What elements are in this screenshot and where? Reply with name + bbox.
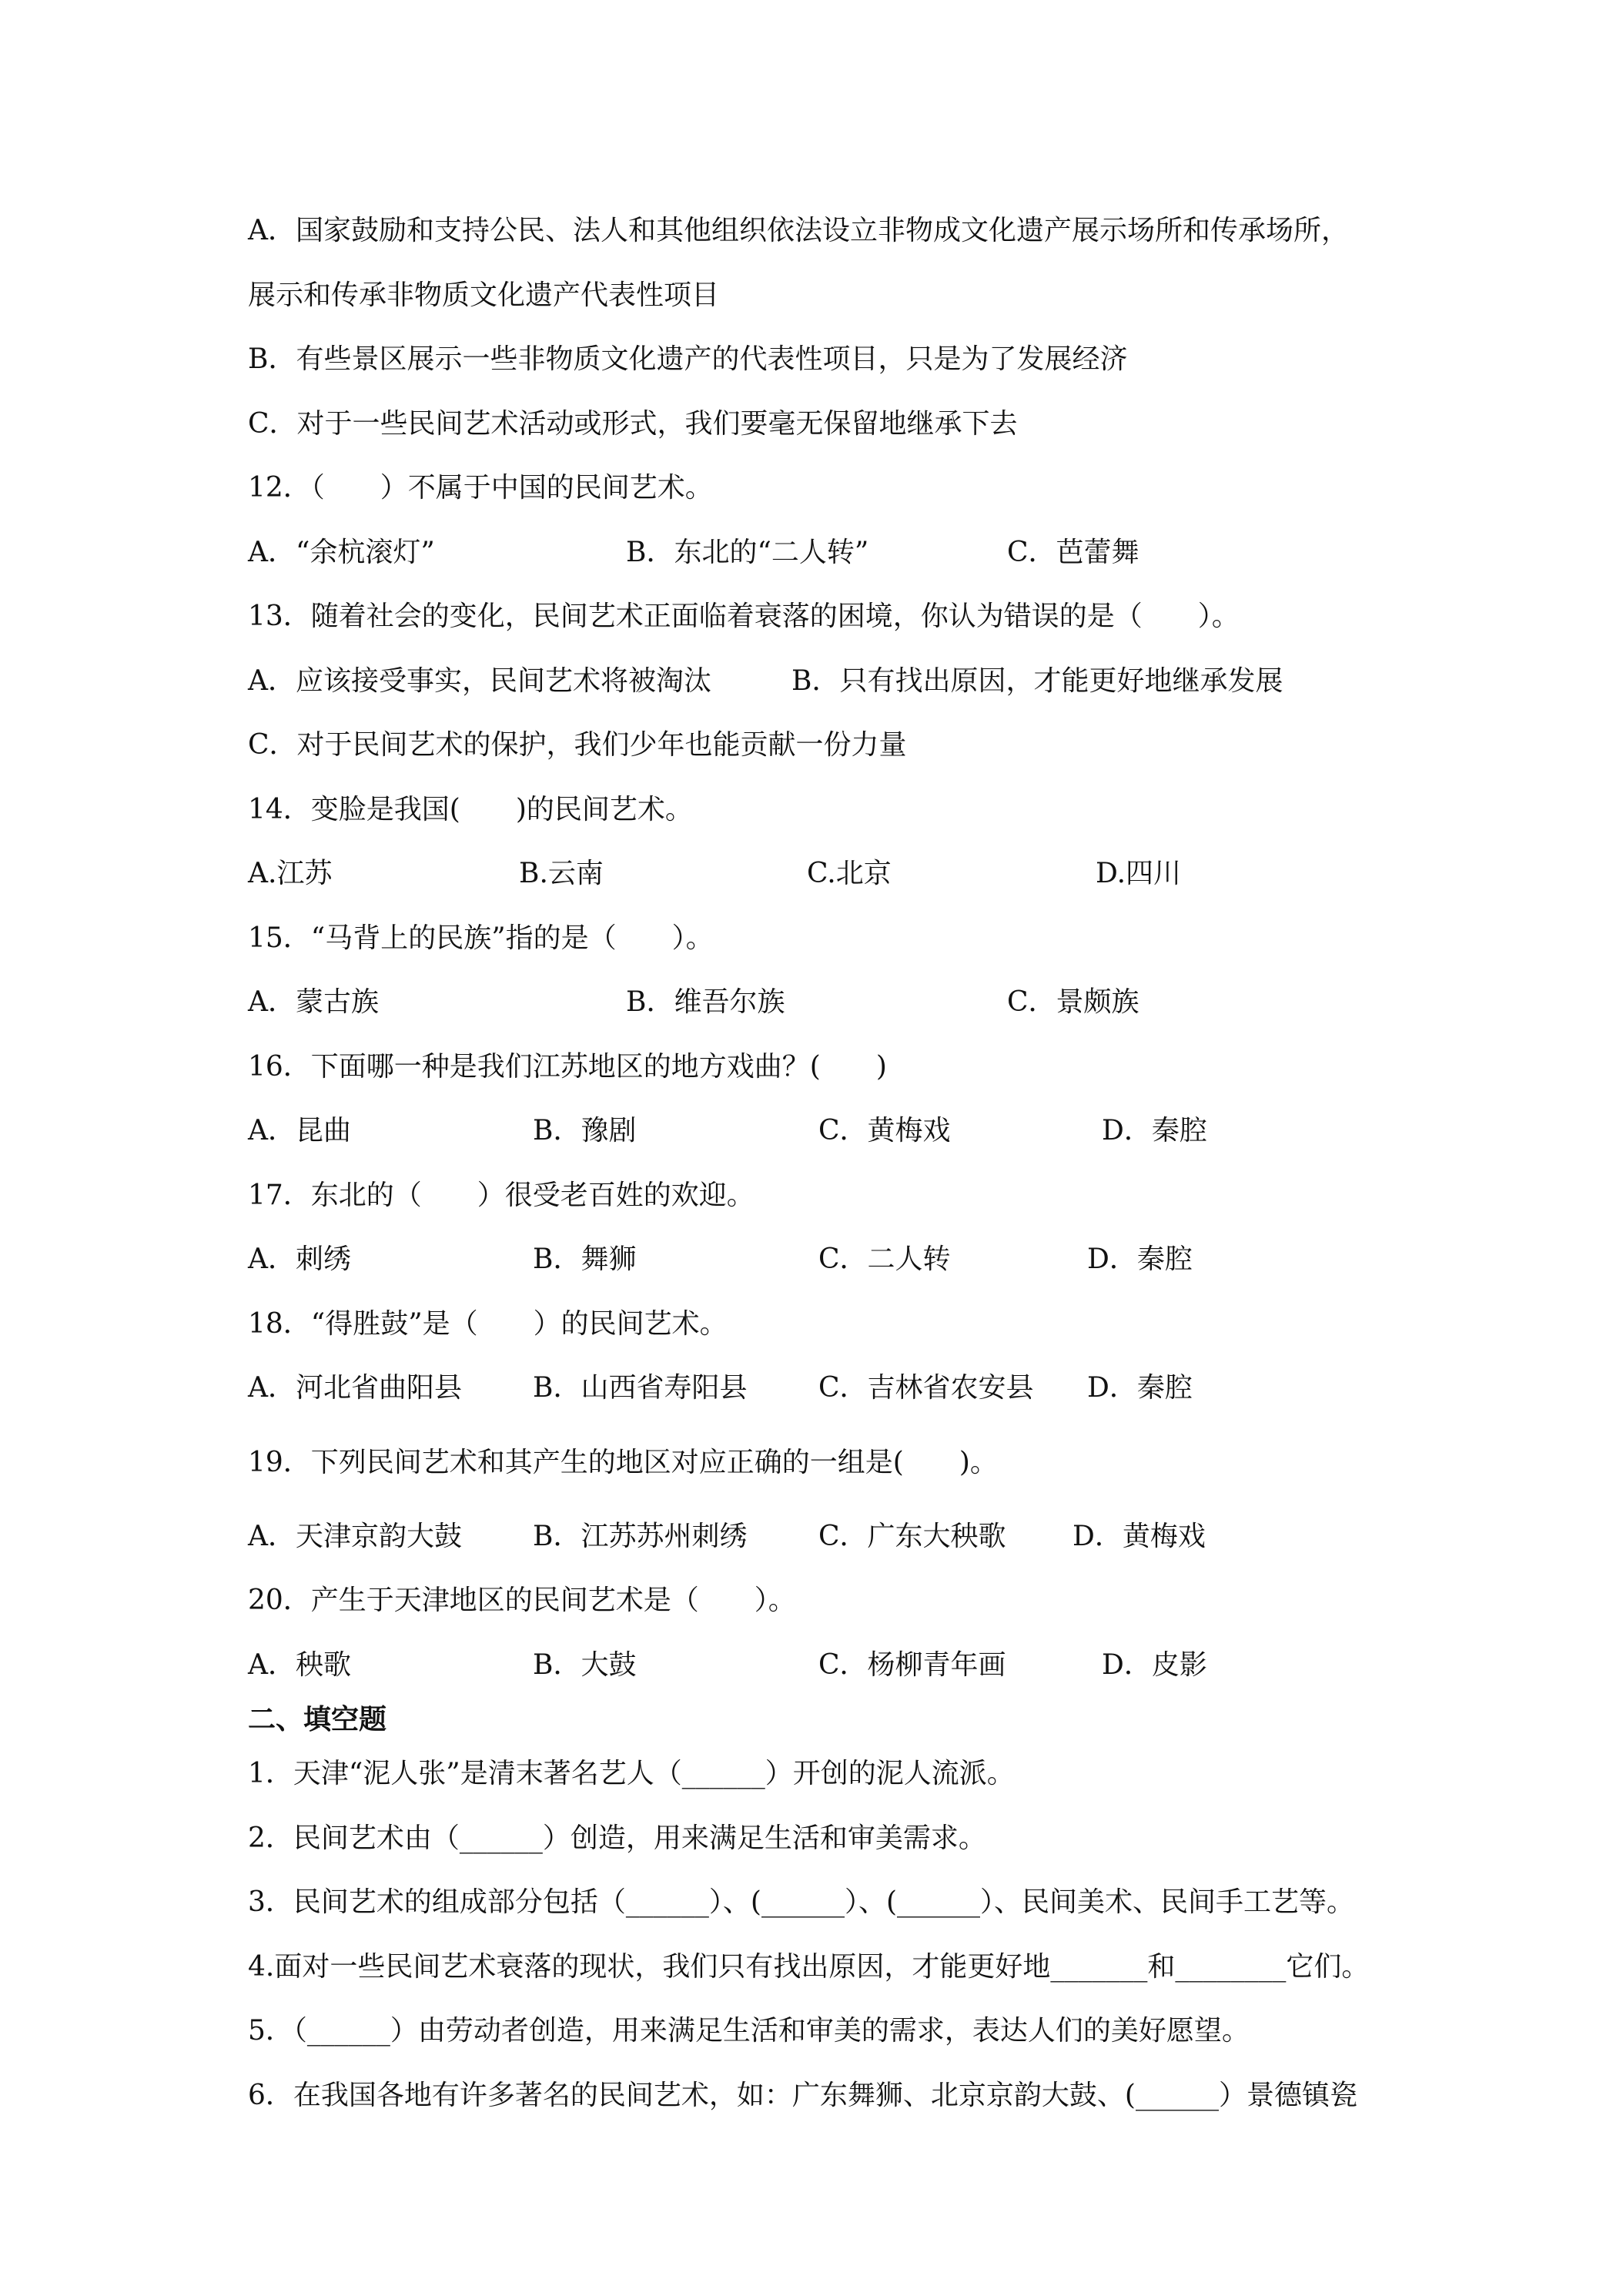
q19-option-c: C．广东大秧歌	[818, 1521, 1006, 1552]
q20-option-d: D．皮影	[1102, 1649, 1207, 1681]
q16-option-b: B．豫剧	[533, 1115, 637, 1146]
q12-option-b: B．东北的“二人转”	[626, 537, 869, 568]
fill-item-6: 6．在我国各地有许多著名的民间艺术，如：广东舞狮、北京京韵大鼓、(______）景德镇瓷	[248, 2080, 1357, 2111]
q12-option-c: C．芭蕾舞	[1007, 537, 1139, 568]
q16-stem: 16．下面哪一种是我们江苏地区的地方戏曲？( )	[248, 1051, 887, 1083]
q18-option-d: D．秦腔	[1087, 1372, 1193, 1404]
q14-option-d: D.四川	[1096, 858, 1182, 889]
q18-option-a: A．河北省曲阳县	[248, 1372, 462, 1404]
q14-option-c: C.北京	[807, 858, 892, 889]
section-title-fill-in: 二、填空题	[248, 1704, 387, 1735]
q20-option-a: A．秧歌	[248, 1649, 351, 1681]
fill-item-2: 2．民间艺术由（______）创造，用来满足生活和审美需求。	[248, 1822, 986, 1854]
q13-stem: 13．随着社会的变化，民间艺术正面临着衰落的困境，你认为错误的是（ ）。	[248, 601, 1240, 632]
q15-option-a: A．蒙古族	[248, 986, 379, 1018]
q13-option-b: B．只有找出原因，才能更好地继承发展	[791, 665, 1283, 697]
q17-option-c: C．二人转	[818, 1243, 951, 1275]
q18-option-b: B．山西省寿阳县	[533, 1372, 748, 1404]
q14-option-b: B.云南	[519, 858, 604, 889]
q15-stem: 15．“马背上的民族”指的是（ ）。	[248, 922, 714, 954]
q16-option-c: C．黄梅戏	[818, 1115, 951, 1146]
q17-option-d: D．秦腔	[1087, 1243, 1193, 1275]
q11-option-c: C．对于一些民间艺术活动或形式，我们要毫无保留地继承下去	[248, 408, 1018, 440]
q11-option-a-line2: 展示和传承非物质文化遗产代表性项目	[248, 279, 720, 311]
q12-stem: 12．（ ）不属于中国的民间艺术。	[248, 472, 713, 504]
q18-option-c: C．吉林省农安县	[818, 1372, 1034, 1404]
q19-option-b: B．江苏苏州刺绣	[533, 1521, 748, 1552]
fill-item-5: 5．（______）由劳动者创造，用来满足生活和审美的需求，表达人们的美好愿望。	[248, 2015, 1250, 2047]
q14-option-a: A.江苏	[248, 858, 333, 889]
q13-option-c: C．对于民间艺术的保护，我们少年也能贡献一份力量	[248, 729, 907, 761]
q16-option-a: A．昆曲	[248, 1115, 351, 1146]
q20-option-c: C．杨柳青年画	[818, 1649, 1006, 1681]
q13-option-a: A．应该接受事实，民间艺术将被淘汰	[248, 665, 711, 697]
q20-option-b: B．大鼓	[533, 1649, 637, 1681]
q15-option-b: B．维吾尔族	[626, 986, 785, 1018]
q15-option-c: C．景颇族	[1007, 986, 1139, 1018]
q17-stem: 17．东北的（ ）很受老百姓的欢迎。	[248, 1180, 755, 1211]
fill-item-1: 1．天津“泥人张”是清末著名艺人（______）开创的泥人流派。	[248, 1758, 1015, 1789]
q11-option-b: B．有些景区展示一些非物质文化遗产的代表性项目，只是为了发展经济	[248, 343, 1128, 375]
q17-option-b: B．舞狮	[533, 1243, 637, 1275]
q16-option-d: D．秦腔	[1102, 1115, 1207, 1146]
q19-option-a: A．天津京韵大鼓	[248, 1521, 462, 1552]
fill-item-3: 3．民间艺术的组成部分包括（______）、(______）、(______）、民间美术、民间手工艺等。	[248, 1886, 1354, 1918]
q12-option-a: A．“余杭滚灯”	[248, 537, 435, 568]
q18-stem: 18．“得胜鼓”是（ ）的民间艺术。	[248, 1308, 728, 1340]
q11-option-a-line1: A．国家鼓励和支持公民、法人和其他组织依法设立非物成文化遗产展示场所和传承场所，	[248, 215, 1349, 246]
fill-item-4: 4.面对一些民间艺术衰落的现状，我们只有找出原因，才能更好地_______和________它们。	[248, 1951, 1370, 1983]
q19-stem: 19．下列民间艺术和其产生的地区对应正确的一组是( )。	[248, 1447, 998, 1478]
q19-option-d: D．黄梅戏	[1073, 1521, 1206, 1552]
q17-option-a: A．刺绣	[248, 1243, 351, 1275]
q14-stem: 14．变脸是我国( )的民间艺术。	[248, 794, 693, 825]
q20-stem: 20．产生于天津地区的民间艺术是（ ）。	[248, 1585, 796, 1616]
